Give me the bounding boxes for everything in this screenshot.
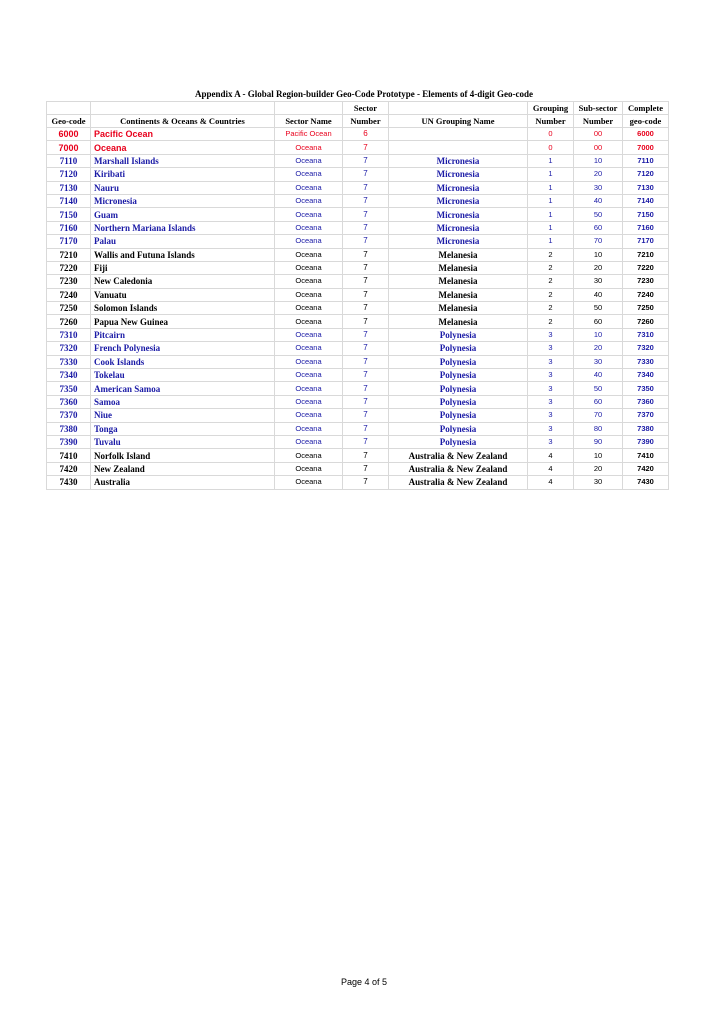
subsector-number-cell: 30	[574, 181, 623, 194]
header-cell	[389, 102, 528, 115]
page-title: Appendix A - Global Region-builder Geo-Code Prototype - Elements of 4-digit Geo-code	[195, 89, 533, 99]
sector-number-cell: 7	[343, 275, 389, 288]
un-grouping-cell: Polynesia	[389, 395, 528, 408]
sector-number-cell: 7	[343, 422, 389, 435]
un-grouping-cell: Polynesia	[389, 328, 528, 341]
name-cell: Northern Mariana Islands	[91, 221, 275, 234]
header-row-1	[47, 102, 669, 115]
sector-name-cell: Oceana	[275, 221, 343, 234]
complete-geocode-cell: 7430	[623, 476, 669, 489]
grouping-number-cell: 1	[528, 181, 574, 194]
sector-number-cell: 7	[343, 154, 389, 167]
header-cell	[91, 102, 275, 115]
grouping-number-cell: 2	[528, 275, 574, 288]
table-row	[47, 355, 669, 368]
geocode-cell: 7340	[47, 369, 91, 382]
grouping-number-cell: 3	[528, 328, 574, 341]
sector-number-cell: 7	[343, 409, 389, 422]
name-cell: Nauru	[91, 181, 275, 194]
name-cell: Tuvalu	[91, 435, 275, 448]
sector-number-cell: 7	[343, 181, 389, 194]
sector-name-cell: Oceana	[275, 168, 343, 181]
geocode-table	[46, 101, 669, 490]
subsector-number-cell: 70	[574, 409, 623, 422]
name-cell: Tokelau	[91, 369, 275, 382]
name-cell: Australia	[91, 476, 275, 489]
table-row	[47, 342, 669, 355]
sector-name-cell: Oceana	[275, 141, 343, 154]
geocode-cell: 7420	[47, 462, 91, 475]
grouping-number-cell: 3	[528, 395, 574, 408]
table-row	[47, 302, 669, 315]
subsector-number-cell: 20	[574, 261, 623, 274]
name-cell: Guam	[91, 208, 275, 221]
un-grouping-cell: Micronesia	[389, 154, 528, 167]
grouping-number-cell: 3	[528, 435, 574, 448]
geocode-cell: 7390	[47, 435, 91, 448]
table-header	[47, 102, 669, 128]
sector-number-cell: 7	[343, 288, 389, 301]
complete-geocode-cell: 7330	[623, 355, 669, 368]
sector-number-cell: 7	[343, 476, 389, 489]
sector-number-cell: 7	[343, 221, 389, 234]
sector-number-cell: 7	[343, 235, 389, 248]
un-grouping-cell: Australia & New Zealand	[389, 449, 528, 462]
sector-name-cell: Pacific Ocean	[275, 128, 343, 141]
sector-number-cell: 7	[343, 141, 389, 154]
complete-geocode-cell: 7250	[623, 302, 669, 315]
complete-geocode-cell: 7370	[623, 409, 669, 422]
complete-geocode-cell: 7260	[623, 315, 669, 328]
subsector-number-cell: 10	[574, 449, 623, 462]
un-grouping-cell: Micronesia	[389, 168, 528, 181]
geocode-cell: 7330	[47, 355, 91, 368]
name-cell: Marshall Islands	[91, 154, 275, 167]
sector-number-cell: 7	[343, 449, 389, 462]
table-row	[47, 315, 669, 328]
grouping-number-cell: 2	[528, 261, 574, 274]
geocode-cell: 7230	[47, 275, 91, 288]
complete-geocode-cell: 7360	[623, 395, 669, 408]
name-cell: Tonga	[91, 422, 275, 435]
sector-name-cell: Oceana	[275, 355, 343, 368]
subsector-number-cell: 40	[574, 194, 623, 207]
subsector-number-cell: 60	[574, 221, 623, 234]
table-row	[47, 154, 669, 167]
subsector-number-cell: 20	[574, 462, 623, 475]
geocode-cell: 7430	[47, 476, 91, 489]
un-grouping-cell: Melanesia	[389, 261, 528, 274]
grouping-number-cell: 3	[528, 422, 574, 435]
name-cell: Papua New Guinea	[91, 315, 275, 328]
table-row	[47, 141, 669, 154]
sector-number-cell: 7	[343, 248, 389, 261]
un-grouping-cell: Micronesia	[389, 221, 528, 234]
table-row	[47, 128, 669, 141]
name-cell: New Zealand	[91, 462, 275, 475]
name-cell: Vanuatu	[91, 288, 275, 301]
sector-number-cell: 7	[343, 194, 389, 207]
complete-geocode-cell: 7120	[623, 168, 669, 181]
geocode-cell: 7240	[47, 288, 91, 301]
header-complete-geocode: geo-code	[623, 115, 669, 128]
grouping-number-cell: 2	[528, 288, 574, 301]
subsector-number-cell: 30	[574, 355, 623, 368]
name-cell: Norfolk Island	[91, 449, 275, 462]
table-row	[47, 462, 669, 475]
sector-name-cell: Oceana	[275, 382, 343, 395]
name-cell: Micronesia	[91, 194, 275, 207]
sector-name-cell: Oceana	[275, 409, 343, 422]
grouping-number-cell: 1	[528, 194, 574, 207]
un-grouping-cell: Polynesia	[389, 422, 528, 435]
sector-name-cell: Oceana	[275, 275, 343, 288]
grouping-number-cell: 4	[528, 476, 574, 489]
sector-name-cell: Oceana	[275, 194, 343, 207]
grouping-number-cell: 0	[528, 141, 574, 154]
name-cell: Fiji	[91, 261, 275, 274]
table-row	[47, 168, 669, 181]
geocode-cell: 7140	[47, 194, 91, 207]
subsector-number-cell: 10	[574, 154, 623, 167]
sector-name-cell: Oceana	[275, 302, 343, 315]
sector-name-cell: Oceana	[275, 422, 343, 435]
subsector-number-cell: 60	[574, 395, 623, 408]
geocode-cell: 6000	[47, 128, 91, 141]
subsector-number-cell: 80	[574, 422, 623, 435]
table-row	[47, 422, 669, 435]
grouping-number-cell: 3	[528, 409, 574, 422]
un-grouping-cell: Polynesia	[389, 409, 528, 422]
sector-number-cell: 7	[343, 261, 389, 274]
un-grouping-cell: Melanesia	[389, 302, 528, 315]
name-cell: Pacific Ocean	[91, 128, 275, 141]
un-grouping-cell: Melanesia	[389, 315, 528, 328]
geocode-cell: 7120	[47, 168, 91, 181]
subsector-number-cell: 50	[574, 382, 623, 395]
table-row	[47, 208, 669, 221]
un-grouping-cell: Melanesia	[389, 248, 528, 261]
header-grouping-number: Number	[528, 115, 574, 128]
header-un-grouping: UN Grouping Name	[389, 115, 528, 128]
table-row	[47, 235, 669, 248]
subsector-number-cell: 50	[574, 208, 623, 221]
name-cell: Pitcairn	[91, 328, 275, 341]
geocode-cell: 7360	[47, 395, 91, 408]
sector-number-cell: 7	[343, 328, 389, 341]
table-row	[47, 328, 669, 341]
table-row	[47, 449, 669, 462]
un-grouping-cell: Micronesia	[389, 208, 528, 221]
complete-geocode-cell: 7310	[623, 328, 669, 341]
geocode-cell: 7130	[47, 181, 91, 194]
sector-name-cell: Oceana	[275, 395, 343, 408]
un-grouping-cell: Melanesia	[389, 275, 528, 288]
header-cell: Sector	[343, 102, 389, 115]
header-sector-number: Number	[343, 115, 389, 128]
table-row	[47, 435, 669, 448]
sector-name-cell: Oceana	[275, 154, 343, 167]
un-grouping-cell: Australia & New Zealand	[389, 462, 528, 475]
geocode-cell: 7220	[47, 261, 91, 274]
sector-name-cell: Oceana	[275, 315, 343, 328]
table-row	[47, 476, 669, 489]
header-cell: Grouping	[528, 102, 574, 115]
sector-number-cell: 7	[343, 302, 389, 315]
sector-number-cell: 7	[343, 168, 389, 181]
complete-geocode-cell: 7000	[623, 141, 669, 154]
complete-geocode-cell: 7240	[623, 288, 669, 301]
sector-name-cell: Oceana	[275, 235, 343, 248]
sector-name-cell: Oceana	[275, 462, 343, 475]
grouping-number-cell: 2	[528, 302, 574, 315]
sector-number-cell: 7	[343, 395, 389, 408]
grouping-number-cell: 1	[528, 235, 574, 248]
complete-geocode-cell: 7140	[623, 194, 669, 207]
un-grouping-cell: Micronesia	[389, 194, 528, 207]
table-row	[47, 409, 669, 422]
grouping-number-cell: 3	[528, 369, 574, 382]
name-cell: American Samoa	[91, 382, 275, 395]
sector-number-cell: 7	[343, 369, 389, 382]
un-grouping-cell: Australia & New Zealand	[389, 476, 528, 489]
grouping-number-cell: 3	[528, 342, 574, 355]
header-row-2	[47, 115, 669, 128]
geocode-cell: 7370	[47, 409, 91, 422]
grouping-number-cell: 1	[528, 208, 574, 221]
grouping-number-cell: 3	[528, 355, 574, 368]
geocode-cell: 7380	[47, 422, 91, 435]
header-cell: Sub-sector	[574, 102, 623, 115]
header-name: Continents & Oceans & Countries	[91, 115, 275, 128]
header-cell	[275, 102, 343, 115]
subsector-number-cell: 20	[574, 342, 623, 355]
sector-number-cell: 7	[343, 315, 389, 328]
subsector-number-cell: 00	[574, 141, 623, 154]
table-row	[47, 382, 669, 395]
sector-name-cell: Oceana	[275, 288, 343, 301]
un-grouping-cell: Polynesia	[389, 355, 528, 368]
sector-name-cell: Oceana	[275, 248, 343, 261]
un-grouping-cell: Polynesia	[389, 382, 528, 395]
header-cell	[47, 102, 91, 115]
geocode-cell: 7250	[47, 302, 91, 315]
sector-name-cell: Oceana	[275, 449, 343, 462]
geocode-cell: 7350	[47, 382, 91, 395]
grouping-number-cell: 3	[528, 382, 574, 395]
name-cell: Samoa	[91, 395, 275, 408]
grouping-number-cell: 4	[528, 462, 574, 475]
complete-geocode-cell: 7170	[623, 235, 669, 248]
sector-number-cell: 7	[343, 342, 389, 355]
un-grouping-cell: Micronesia	[389, 181, 528, 194]
name-cell: Palau	[91, 235, 275, 248]
sector-number-cell: 7	[343, 462, 389, 475]
complete-geocode-cell: 6000	[623, 128, 669, 141]
sector-number-cell: 6	[343, 128, 389, 141]
complete-geocode-cell: 7230	[623, 275, 669, 288]
name-cell: Wallis and Futuna Islands	[91, 248, 275, 261]
complete-geocode-cell: 7410	[623, 449, 669, 462]
name-cell: New Caledonia	[91, 275, 275, 288]
name-cell: Cook Islands	[91, 355, 275, 368]
sector-number-cell: 7	[343, 208, 389, 221]
geocode-cell: 7310	[47, 328, 91, 341]
complete-geocode-cell: 7220	[623, 261, 669, 274]
subsector-number-cell: 40	[574, 369, 623, 382]
header-cell: Complete	[623, 102, 669, 115]
table-row	[47, 221, 669, 234]
subsector-number-cell: 90	[574, 435, 623, 448]
subsector-number-cell: 60	[574, 315, 623, 328]
sector-number-cell: 7	[343, 435, 389, 448]
complete-geocode-cell: 7380	[623, 422, 669, 435]
sector-name-cell: Oceana	[275, 181, 343, 194]
grouping-number-cell: 0	[528, 128, 574, 141]
table-row	[47, 194, 669, 207]
name-cell: Solomon Islands	[91, 302, 275, 315]
un-grouping-cell: Polynesia	[389, 342, 528, 355]
grouping-number-cell: 1	[528, 154, 574, 167]
header-subsector-number: Number	[574, 115, 623, 128]
table-row	[47, 181, 669, 194]
geocode-cell: 7170	[47, 235, 91, 248]
un-grouping-cell: Micronesia	[389, 235, 528, 248]
subsector-number-cell: 40	[574, 288, 623, 301]
un-grouping-cell: Polynesia	[389, 369, 528, 382]
un-grouping-cell: Melanesia	[389, 288, 528, 301]
complete-geocode-cell: 7210	[623, 248, 669, 261]
grouping-number-cell: 4	[528, 449, 574, 462]
name-cell: Kiribati	[91, 168, 275, 181]
header-sector-name: Sector Name	[275, 115, 343, 128]
subsector-number-cell: 30	[574, 476, 623, 489]
grouping-number-cell: 1	[528, 221, 574, 234]
sector-name-cell: Oceana	[275, 342, 343, 355]
grouping-number-cell: 2	[528, 248, 574, 261]
sector-name-cell: Oceana	[275, 435, 343, 448]
table-row	[47, 395, 669, 408]
complete-geocode-cell: 7320	[623, 342, 669, 355]
header-geocode: Geo-code	[47, 115, 91, 128]
complete-geocode-cell: 7340	[623, 369, 669, 382]
geocode-cell: 7160	[47, 221, 91, 234]
geocode-cell: 7260	[47, 315, 91, 328]
complete-geocode-cell: 7350	[623, 382, 669, 395]
subsector-number-cell: 00	[574, 128, 623, 141]
geocode-cell: 7410	[47, 449, 91, 462]
geocode-cell: 7210	[47, 248, 91, 261]
subsector-number-cell: 30	[574, 275, 623, 288]
complete-geocode-cell: 7110	[623, 154, 669, 167]
table-row	[47, 369, 669, 382]
subsector-number-cell: 20	[574, 168, 623, 181]
sector-name-cell: Oceana	[275, 369, 343, 382]
geocode-cell: 7320	[47, 342, 91, 355]
table-body	[47, 128, 669, 490]
sector-name-cell: Oceana	[275, 261, 343, 274]
sector-name-cell: Oceana	[275, 328, 343, 341]
grouping-number-cell: 1	[528, 168, 574, 181]
geocode-cell: 7110	[47, 154, 91, 167]
page-number: Page 4 of 5	[340, 977, 388, 987]
complete-geocode-cell: 7390	[623, 435, 669, 448]
grouping-number-cell: 2	[528, 315, 574, 328]
table-row	[47, 275, 669, 288]
un-grouping-cell	[389, 128, 528, 141]
table-row	[47, 261, 669, 274]
subsector-number-cell: 10	[574, 248, 623, 261]
sector-number-cell: 7	[343, 355, 389, 368]
sector-name-cell: Oceana	[275, 476, 343, 489]
subsector-number-cell: 10	[574, 328, 623, 341]
un-grouping-cell	[389, 141, 528, 154]
subsector-number-cell: 50	[574, 302, 623, 315]
name-cell: French Polynesia	[91, 342, 275, 355]
subsector-number-cell: 70	[574, 235, 623, 248]
un-grouping-cell: Polynesia	[389, 435, 528, 448]
sector-name-cell: Oceana	[275, 208, 343, 221]
name-cell: Niue	[91, 409, 275, 422]
complete-geocode-cell: 7420	[623, 462, 669, 475]
geocode-cell: 7000	[47, 141, 91, 154]
sector-number-cell: 7	[343, 382, 389, 395]
complete-geocode-cell: 7130	[623, 181, 669, 194]
complete-geocode-cell: 7160	[623, 221, 669, 234]
complete-geocode-cell: 7150	[623, 208, 669, 221]
name-cell: Oceana	[91, 141, 275, 154]
table-row	[47, 288, 669, 301]
table-row	[47, 248, 669, 261]
geocode-cell: 7150	[47, 208, 91, 221]
